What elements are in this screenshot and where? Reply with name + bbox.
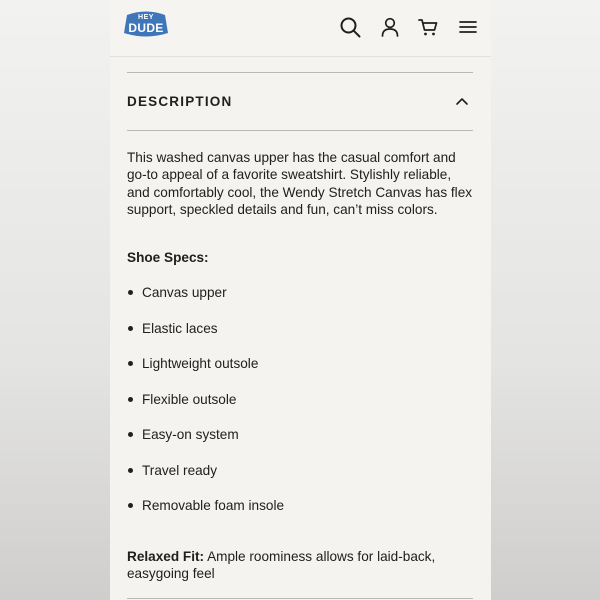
- bullet-icon: [128, 468, 133, 473]
- shoe-specs-heading: Shoe Specs:: [127, 250, 209, 265]
- section-divider-top: [127, 72, 473, 73]
- cart-icon[interactable]: [417, 16, 439, 38]
- spec-text: Easy-on system: [142, 427, 239, 442]
- product-description: This washed canvas upper has the casual comfort and go-to appeal of a favorite sweatshirt. Stylishly reliable, and comfortably cool, the Wendy Stretch Canvas has flex support, speckled details and fun, can’t miss colors.: [127, 150, 473, 218]
- logo-wordmark: [123, 9, 169, 39]
- shoe-specs-list: [127, 284, 284, 533]
- bullet-icon: [128, 290, 133, 295]
- spec-text: Travel ready: [142, 462, 218, 478]
- brand-logo[interactable]: [123, 9, 169, 39]
- bullet-icon: [128, 361, 133, 366]
- spec-list-item: [127, 355, 284, 391]
- chevron-up-icon[interactable]: [455, 94, 469, 108]
- spec-text: Lightweight outsole: [142, 356, 259, 371]
- fit-note: [127, 548, 467, 583]
- section-divider-title: [127, 130, 473, 131]
- logo-text-top: HEY: [138, 14, 154, 21]
- spec-list-item: [127, 462, 284, 498]
- logo-text-bottom: DUDE: [128, 21, 164, 35]
- spec-text: Elastic laces: [142, 320, 218, 336]
- spec-text: Canvas upper: [142, 285, 227, 300]
- mobile-page: [110, 0, 491, 600]
- spec-text: Flexible outsole: [142, 391, 237, 407]
- spec-list-item: [127, 284, 284, 320]
- spec-list-item: [127, 391, 284, 427]
- backdrop-left: [0, 0, 110, 600]
- bullet-icon: [128, 503, 133, 508]
- account-icon[interactable]: [379, 16, 401, 38]
- backdrop-right: [490, 0, 600, 600]
- bullet-icon: [128, 397, 133, 402]
- spec-text: Removable foam insole: [142, 498, 285, 513]
- spec-list-item: [127, 320, 284, 356]
- fit-label: Relaxed Fit:: [127, 549, 205, 564]
- spec-list-item: [127, 426, 284, 462]
- description-accordion-title[interactable]: DESCRIPTION: [127, 94, 233, 109]
- fit-text: Ample roominess allows for laid-back, easygoing feel: [127, 549, 436, 582]
- bullet-icon: [128, 326, 133, 331]
- search-icon[interactable]: [339, 16, 361, 38]
- section-divider-bottom: [127, 598, 473, 599]
- site-header: [110, 0, 491, 57]
- spec-list-item: [127, 497, 284, 533]
- menu-icon[interactable]: [457, 16, 479, 38]
- bullet-icon: [128, 432, 133, 437]
